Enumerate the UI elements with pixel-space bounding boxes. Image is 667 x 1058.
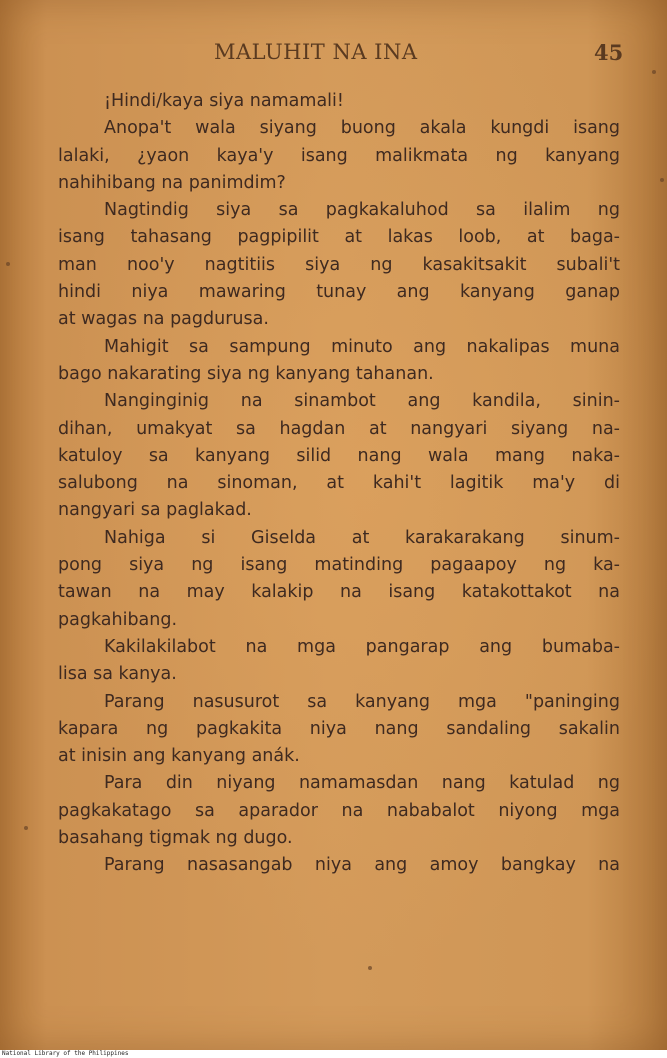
text-line: [58, 361, 620, 388]
text-line-content: pagkahibang.: [58, 609, 178, 630]
text-line-content: bago nakarating siya ng kanyang tahanan.: [58, 363, 434, 384]
text-line: [58, 852, 620, 879]
text-line: [58, 661, 620, 688]
text-line-content: tawan na may kalakip na isang katakottakot na: [58, 582, 620, 603]
text-line-content: lisa sa kanya.: [58, 664, 177, 685]
text-line-content: katuloy sa kanyang silid nang wala mang naka-: [58, 445, 620, 466]
text-line: [58, 497, 620, 524]
text-line: [58, 552, 620, 579]
text-line-content: Parang nasusurot sa kanyang mga "paninging: [104, 691, 620, 712]
text-line-content: lalaki, ¿yaon kaya'y isang malikmata ng kanyang: [58, 145, 620, 166]
text-line: [58, 689, 620, 716]
text-line-content: hindi niya mawaring tunay ang kanyang ganap: [58, 282, 620, 303]
text-line: [58, 579, 620, 606]
text-line: [58, 88, 620, 115]
text-line-content: kapara ng pagkakita niya nang sandaling sakalin: [58, 718, 620, 739]
text-line: [58, 334, 620, 361]
text-line-content: basahang tigmak ng dugo.: [58, 828, 293, 849]
text-line: [58, 716, 620, 743]
text-line: [58, 279, 620, 306]
text-line: [58, 743, 620, 770]
text-line-content: Mahigit sa sampung minuto ang nakalipas muna: [104, 336, 620, 357]
paper-speck: [6, 262, 10, 266]
text-line: [58, 252, 620, 279]
text-line: [58, 306, 620, 333]
text-line-content: Kakilakilabot na mga pangarap ang bumaba-: [104, 636, 620, 657]
text-line: [58, 525, 620, 552]
page-header: [0, 38, 667, 68]
paper-speck: [368, 966, 372, 970]
text-line-content: salubong na sinoman, at kahi't lagitik ma'y di: [58, 473, 620, 494]
paper-speck: [660, 178, 664, 182]
text-line: [58, 770, 620, 797]
text-line-content: pong siya ng isang matinding pagaapoy ng ka-: [58, 555, 620, 576]
text-line-content: man noo'y nagtitiis siya ng kasakitsakit subali't: [58, 254, 620, 275]
text-line-content: Anopa't wala siyang buong akala kungdi isang: [104, 118, 620, 139]
text-line-content: nahihibang na panimdim?: [58, 172, 286, 193]
text-line-content: Parang nasasangab niya ang amoy bangkay na: [104, 855, 620, 876]
text-line: [58, 224, 620, 251]
text-line: [58, 115, 620, 142]
text-line-content: isang tahasang pagpipilit at lakas loob, at baga-: [58, 227, 620, 248]
text-line: [58, 825, 620, 852]
text-line: [58, 197, 620, 224]
text-line: [58, 470, 620, 497]
body-text: [58, 88, 620, 880]
paper-speck: [24, 826, 28, 830]
text-line-content: Nagtindig siya sa pagkakaluhod sa ilalim ng: [104, 200, 620, 221]
text-line-content: Nahiga si Giselda at karakarakang sinum-: [104, 527, 620, 548]
text-line-content: dihan, umakyat sa hagdan at nangyari siyang na-: [58, 418, 620, 439]
text-line: [58, 798, 620, 825]
text-line-content: ¡Hindi/kaya siya namamali!: [104, 91, 344, 111]
page-number: 45: [594, 40, 624, 65]
text-line: [58, 634, 620, 661]
text-line-content: Para din niyang namamasdan nang katulad ng: [104, 773, 620, 794]
library-credit: National Library of the Philippines: [2, 1050, 129, 1057]
text-line-content: pagkakatago sa aparador na nababalot niyong mga: [58, 800, 620, 821]
paper-speck: [652, 70, 656, 74]
text-line-content: Nanginginig na sinambot ang kandila, sinin-: [104, 391, 620, 412]
text-line-content: nangyari sa paglakad.: [58, 500, 252, 521]
text-line: [58, 416, 620, 443]
text-line: [58, 607, 620, 634]
running-title: MALUHIT NA INA: [214, 40, 418, 64]
text-line: [58, 388, 620, 415]
text-line-content: at wagas na pagdurusa.: [58, 309, 269, 330]
text-line: [58, 443, 620, 470]
text-line-content: at inisin ang kanyang anák.: [58, 746, 300, 767]
text-line: [58, 143, 620, 170]
text-line: [58, 170, 620, 197]
